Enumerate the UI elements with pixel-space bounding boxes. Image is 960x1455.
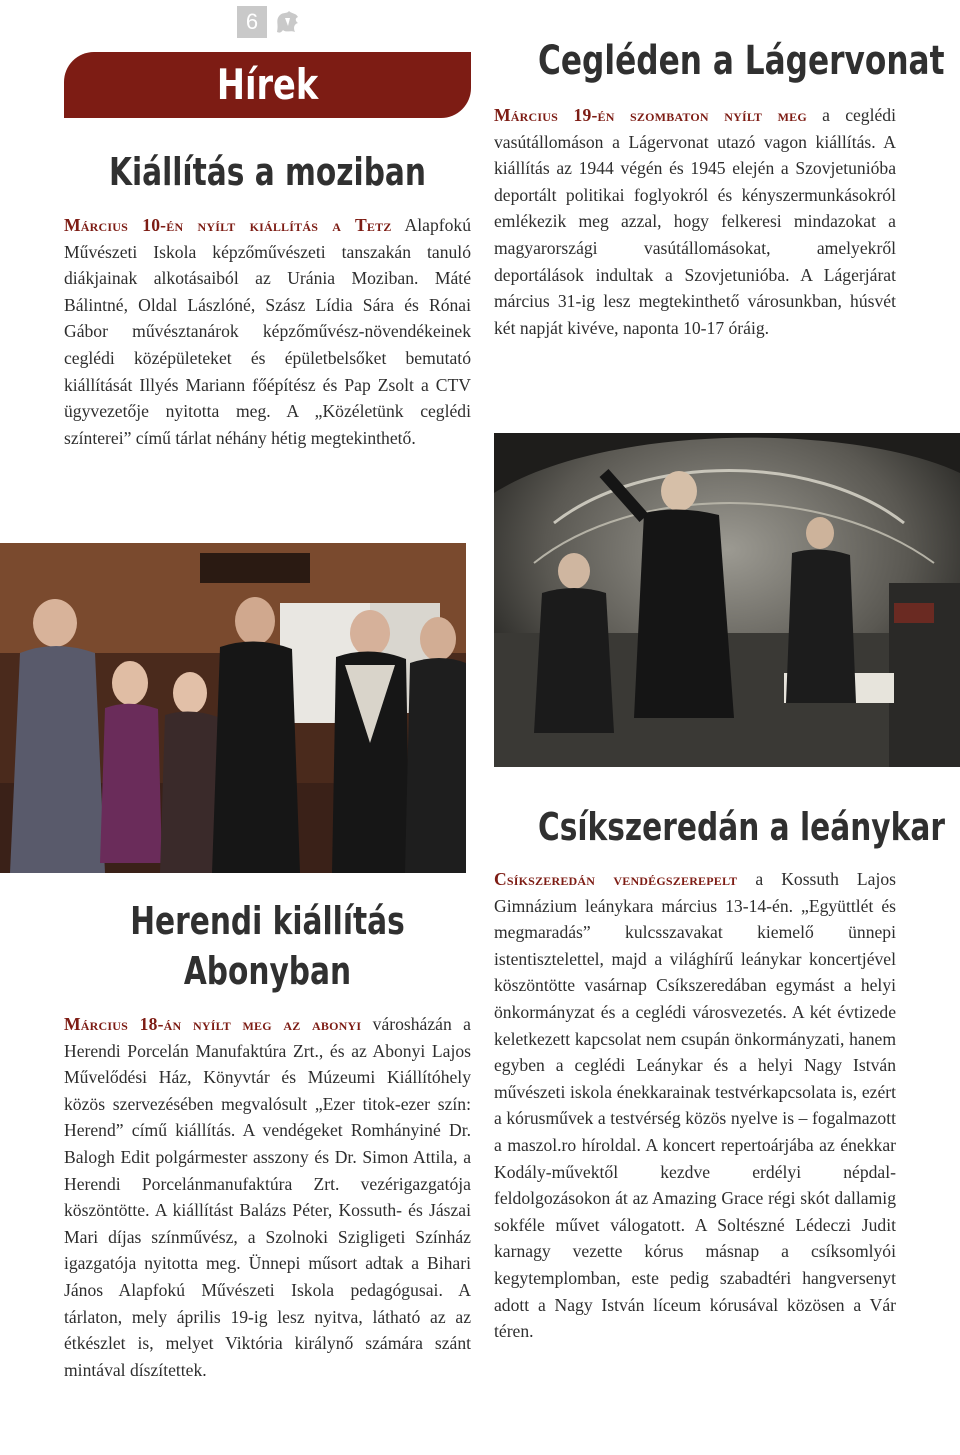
section-banner [64,52,471,118]
article-lager-text: a ceglédi vasútállomáson a Lágervonat utazó vagon kiállítás. A kiállítás az 1944 végén és 1945 elején a Szovjetunióba deportált politikai foglyokról és kényszermunkásokról emlékezik meg azzal, hogy felkeresi mindazokat a magyarországi vasútállomásokat, amelyekről deportálások indultak a Szovjetunióba. A Lágerjárat március 31-ig lesz megtekinthető városunkban, húsvét két napját kivéve, naponta 10-17 óráig. [494,105,896,338]
article-herend-lead: Március 18-án nyílt meg az abonyi [64,1014,362,1034]
article-herend-title-line2: Abonyban [183,949,352,993]
article-mozi-body [64,212,471,451]
article-csik-title: Csíkszeredán a leánykar [538,805,945,849]
article-lager-lead: Március 19-én szombaton nyílt meg [494,105,807,125]
lager-photo [494,433,960,767]
article-csik-lead: Csíkszeredán vendégszerepelt [494,869,738,889]
page-number: 6 [237,6,267,38]
article-herend-body [64,1011,471,1383]
article-csik-body [494,866,896,1345]
crest-icon [271,6,303,38]
article-herend-title-line1: Herendi kiállítás [130,899,405,943]
article-lager-body [494,102,896,341]
article-herend-text: városházán a Herendi Porcelán Manufaktúra Zrt., és az Abonyi Lajos Művelődési Ház, Könyvtár és Múzeumi Kiállítóhely közös szervezésében megvalósult „Ezer titok-ezer szín: Herend” című kiállítás. A vendégeket Romhányiné Dr. Balogh Edit polgármester asszony és Dr. Simon Attila, a Herendi Porcelánmanufaktúra Zrt. vezérigazgatója köszöntötte. A kiállítást Balázs Péter, Kossuth- és Jászai Mari díjas színművész, a Szolnoki Szigligeti Színház igazgatója nyitotta meg. Ünnepi műsort adtak a Bihari János Alapfokú Művészeti Iskola pedagógusai. A tárlaton, mely április 19-ig lesz nyitva, látható az az étkészlet is, melyet Viktória királynő számára szánt mintával díszítettek. [64,1014,471,1380]
article-mozi-text: Alapfokú Művészeti Iskola képzőművészeti tanszakán tanuló diákjainak alkotásaiból az Uránia Moziban. Máté Bálintné, Oldal Lászlóné, Szász Lídia Sára és Rónai Gábor művésztanárok képzőművész-növendékeinek ceglédi középületeket és épületbelsőket bemutató kiállítását Illyés Mariann főépítész és Pap Zsolt a CTV ügyvezetője nyitotta meg. A „Közéletünk ceglédi színterei” című tárlat néhány hétig megtekinthető. [64,215,471,448]
article-lager-title: Cegléden a Lágervonat [538,38,945,84]
article-mozi-title: Kiállítás a moziban [108,150,427,194]
mozi-photo [0,543,466,873]
section-title: Hírek [216,60,319,109]
article-csik-text: a Kossuth Lajos Gimnázium leánykara március 13-14-én. „Együttlét és megmaradás” kulcsszavakat kiemelő ünnepi istentisztelettel, majd a világhírű leánykar koncertjével köszöntötte vasárnap Csíkszeredában egymást a helyi önkormányzat és a ceglédi városvezetés. A két évtizede keletkezett kapcsolat nem csupán önkormányzati, hanem egyben a ceglédi Leánykar és a helyi Nagy István művészeti iskola énekkarainak testvérkapcsolata is, ezért a kórusművek a testvérség közös nyelve is – fogalmazott a maszol.ro híroldal. A koncert repertoárjába az énekkar Kodály-művektől kezdve erdélyi népdal-feldolgozásokon át az Amazing Grace régi skót dallamig sokféle művet válogatott. A Soltészné Lédeczi Judit karnagy vezette kórus másnap a csíksomlyói kegytemplomban, este pedig szabadtéri hangversenyt adott a Nagy István líceum kórusával közösen a Vár téren. [494,869,896,1342]
article-mozi-lead: Március 10-én nyílt kiállítás a Tetz [64,215,392,235]
